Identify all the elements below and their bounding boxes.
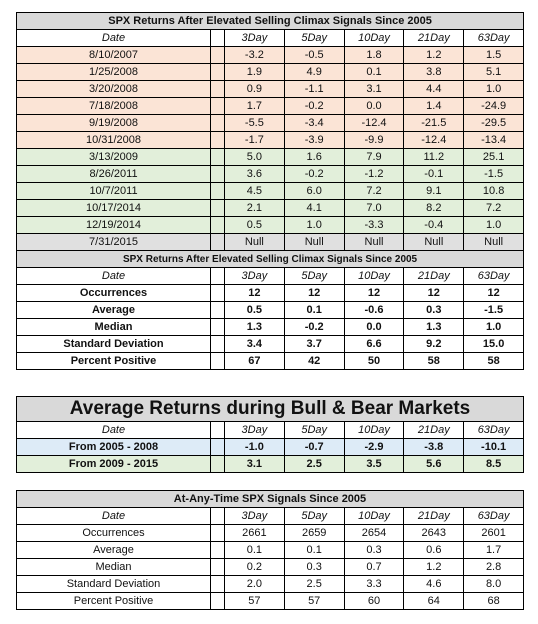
value-cell: 8.5 bbox=[464, 456, 524, 473]
summary-table-title: SPX Returns After Elevated Selling Climax Signals Since 2005 bbox=[17, 251, 524, 268]
value-cell: 9.1 bbox=[404, 183, 464, 200]
header-row bbox=[17, 268, 524, 285]
value-cell: 60 bbox=[344, 593, 404, 610]
value-cell: 3Day bbox=[225, 508, 285, 525]
value-cell: 5Day bbox=[284, 508, 344, 525]
spacer-cell bbox=[211, 268, 225, 285]
value-cell: -3.2 bbox=[225, 47, 285, 64]
value-cell: -21.5 bbox=[404, 115, 464, 132]
spacer-cell bbox=[211, 166, 225, 183]
value-cell: 63Day bbox=[464, 30, 524, 47]
spacer-cell bbox=[211, 81, 225, 98]
table-row bbox=[17, 576, 524, 593]
spacer-cell bbox=[211, 593, 225, 610]
row-label: Occurrences bbox=[17, 285, 211, 302]
value-cell: 21Day bbox=[404, 268, 464, 285]
bull-bear-title: Average Returns during Bull & Bear Markets bbox=[17, 397, 524, 422]
value-cell: 1.6 bbox=[284, 149, 344, 166]
value-cell: -24.9 bbox=[464, 98, 524, 115]
value-cell: 0.7 bbox=[344, 559, 404, 576]
table-row bbox=[17, 234, 524, 251]
summary-table-title-row bbox=[17, 251, 524, 268]
value-cell: 3.7 bbox=[284, 336, 344, 353]
value-cell: 5.1 bbox=[464, 64, 524, 81]
row-label: Average bbox=[17, 302, 211, 319]
value-cell: 1.7 bbox=[464, 542, 524, 559]
value-cell: 0.5 bbox=[225, 217, 285, 234]
row-label: 8/26/2011 bbox=[17, 166, 211, 183]
spacer-cell bbox=[211, 559, 225, 576]
value-cell: 2.8 bbox=[464, 559, 524, 576]
value-cell: 2643 bbox=[404, 525, 464, 542]
value-cell: 2654 bbox=[344, 525, 404, 542]
spacer-cell bbox=[211, 285, 225, 302]
value-cell: 1.9 bbox=[225, 64, 285, 81]
value-cell: 12 bbox=[225, 285, 285, 302]
spacer-cell bbox=[211, 525, 225, 542]
value-cell: 63Day bbox=[464, 422, 524, 439]
value-cell: 0.1 bbox=[344, 64, 404, 81]
value-cell: 2659 bbox=[284, 525, 344, 542]
value-cell: 5Day bbox=[284, 268, 344, 285]
table-row bbox=[17, 593, 524, 610]
signals-table bbox=[16, 12, 524, 370]
value-cell: -1.2 bbox=[344, 166, 404, 183]
value-cell: -0.2 bbox=[284, 166, 344, 183]
value-cell: 12 bbox=[344, 285, 404, 302]
spacer-cell bbox=[211, 132, 225, 149]
spacer-cell bbox=[211, 200, 225, 217]
value-cell: -3.3 bbox=[344, 217, 404, 234]
value-cell: 0.1 bbox=[284, 302, 344, 319]
spacer-cell bbox=[211, 422, 225, 439]
value-cell: 3Day bbox=[225, 422, 285, 439]
value-cell: 9.2 bbox=[404, 336, 464, 353]
row-label: Median bbox=[17, 559, 211, 576]
value-cell: 6.0 bbox=[284, 183, 344, 200]
spacer-cell bbox=[211, 302, 225, 319]
row-label: Median bbox=[17, 319, 211, 336]
value-cell: 12 bbox=[404, 285, 464, 302]
row-label: 10/31/2008 bbox=[17, 132, 211, 149]
value-cell: 4.4 bbox=[404, 81, 464, 98]
spacer-cell bbox=[211, 149, 225, 166]
spacer-cell bbox=[211, 98, 225, 115]
value-cell: 0.0 bbox=[344, 98, 404, 115]
value-cell: 2.5 bbox=[284, 456, 344, 473]
row-label: Percent Positive bbox=[17, 593, 211, 610]
header-row bbox=[17, 508, 524, 525]
value-cell: 2661 bbox=[225, 525, 285, 542]
value-cell: -0.1 bbox=[404, 166, 464, 183]
row-label: From 2009 - 2015 bbox=[17, 456, 211, 473]
value-cell: Null bbox=[225, 234, 285, 251]
table-row bbox=[17, 200, 524, 217]
row-label: 10/17/2014 bbox=[17, 200, 211, 217]
spacer-cell bbox=[211, 183, 225, 200]
value-cell: 25.1 bbox=[464, 149, 524, 166]
value-cell: 7.9 bbox=[344, 149, 404, 166]
row-label: Percent Positive bbox=[17, 353, 211, 370]
value-cell: -5.5 bbox=[225, 115, 285, 132]
value-cell: -0.7 bbox=[284, 439, 344, 456]
value-cell: 68 bbox=[464, 593, 524, 610]
value-cell: -10.1 bbox=[464, 439, 524, 456]
value-cell: 3.6 bbox=[225, 166, 285, 183]
spacer-cell bbox=[211, 64, 225, 81]
value-cell: 57 bbox=[284, 593, 344, 610]
spacer-cell bbox=[211, 30, 225, 47]
value-cell: -0.5 bbox=[284, 47, 344, 64]
value-cell: -29.5 bbox=[464, 115, 524, 132]
value-cell: 0.6 bbox=[404, 542, 464, 559]
row-label: 7/31/2015 bbox=[17, 234, 211, 251]
spacer-cell bbox=[211, 542, 225, 559]
row-label: 9/19/2008 bbox=[17, 115, 211, 132]
value-cell: 3Day bbox=[225, 30, 285, 47]
spacer-cell bbox=[211, 47, 225, 64]
value-cell: 0.2 bbox=[225, 559, 285, 576]
row-label: 10/7/2011 bbox=[17, 183, 211, 200]
value-cell: 0.3 bbox=[284, 559, 344, 576]
value-cell: 4.5 bbox=[225, 183, 285, 200]
value-cell: 1.2 bbox=[404, 559, 464, 576]
row-label: Average bbox=[17, 542, 211, 559]
value-cell: 3.1 bbox=[344, 81, 404, 98]
value-cell: 12 bbox=[464, 285, 524, 302]
spacer-cell bbox=[211, 336, 225, 353]
value-cell: 1.2 bbox=[404, 47, 464, 64]
value-cell: -13.4 bbox=[464, 132, 524, 149]
header-row bbox=[17, 30, 524, 47]
row-label: Date bbox=[17, 268, 211, 285]
value-cell: -3.4 bbox=[284, 115, 344, 132]
value-cell: 7.2 bbox=[464, 200, 524, 217]
row-label: 12/19/2014 bbox=[17, 217, 211, 234]
value-cell: 5.0 bbox=[225, 149, 285, 166]
value-cell: 3.8 bbox=[404, 64, 464, 81]
header-row bbox=[17, 422, 524, 439]
value-cell: 3.5 bbox=[344, 456, 404, 473]
value-cell: 3.4 bbox=[225, 336, 285, 353]
value-cell: 4.9 bbox=[284, 64, 344, 81]
signals-table-title: SPX Returns After Elevated Selling Climax Signals Since 2005 bbox=[17, 13, 524, 30]
value-cell: 1.3 bbox=[225, 319, 285, 336]
value-cell: 21Day bbox=[404, 422, 464, 439]
table-row bbox=[17, 81, 524, 98]
value-cell: 5Day bbox=[284, 30, 344, 47]
spacer-cell bbox=[211, 439, 225, 456]
row-label: 3/20/2008 bbox=[17, 81, 211, 98]
row-label: From 2005 - 2008 bbox=[17, 439, 211, 456]
value-cell: Null bbox=[284, 234, 344, 251]
value-cell: 1.8 bbox=[344, 47, 404, 64]
table-row bbox=[17, 542, 524, 559]
value-cell: -0.2 bbox=[284, 319, 344, 336]
value-cell: -2.9 bbox=[344, 439, 404, 456]
value-cell: 8.2 bbox=[404, 200, 464, 217]
table-row bbox=[17, 115, 524, 132]
value-cell: -12.4 bbox=[404, 132, 464, 149]
value-cell: -1.0 bbox=[225, 439, 285, 456]
value-cell: 3.1 bbox=[225, 456, 285, 473]
spacer-cell bbox=[211, 456, 225, 473]
any-time-title: At-Any-Time SPX Signals Since 2005 bbox=[17, 491, 524, 508]
value-cell: 64 bbox=[404, 593, 464, 610]
value-cell: 0.5 bbox=[225, 302, 285, 319]
table-row bbox=[17, 302, 524, 319]
value-cell: 63Day bbox=[464, 508, 524, 525]
value-cell: 0.1 bbox=[225, 542, 285, 559]
value-cell: -3.8 bbox=[404, 439, 464, 456]
row-label: Standard Deviation bbox=[17, 576, 211, 593]
value-cell: -1.5 bbox=[464, 302, 524, 319]
value-cell: -1.1 bbox=[284, 81, 344, 98]
value-cell: 1.7 bbox=[225, 98, 285, 115]
row-label: 1/25/2008 bbox=[17, 64, 211, 81]
value-cell: 10Day bbox=[344, 30, 404, 47]
spacer-cell bbox=[211, 576, 225, 593]
value-cell: 6.6 bbox=[344, 336, 404, 353]
value-cell: 58 bbox=[464, 353, 524, 370]
row-label: 8/10/2007 bbox=[17, 47, 211, 64]
value-cell: 1.5 bbox=[464, 47, 524, 64]
value-cell: 8.0 bbox=[464, 576, 524, 593]
value-cell: 0.1 bbox=[284, 542, 344, 559]
signals-table-title-row bbox=[17, 13, 524, 30]
bull-bear-title-row bbox=[17, 397, 524, 422]
table-row bbox=[17, 183, 524, 200]
value-cell: 10Day bbox=[344, 268, 404, 285]
row-label: Date bbox=[17, 508, 211, 525]
table-row bbox=[17, 98, 524, 115]
value-cell: Null bbox=[464, 234, 524, 251]
value-cell: 1.0 bbox=[464, 319, 524, 336]
value-cell: 2.5 bbox=[284, 576, 344, 593]
value-cell: 21Day bbox=[404, 30, 464, 47]
row-label: Date bbox=[17, 422, 211, 439]
value-cell: -3.9 bbox=[284, 132, 344, 149]
row-label: Occurrences bbox=[17, 525, 211, 542]
value-cell: 7.2 bbox=[344, 183, 404, 200]
value-cell: 1.3 bbox=[404, 319, 464, 336]
row-label: 7/18/2008 bbox=[17, 98, 211, 115]
value-cell: 2.1 bbox=[225, 200, 285, 217]
table-row bbox=[17, 559, 524, 576]
value-cell: 2.0 bbox=[225, 576, 285, 593]
spacer-cell bbox=[211, 115, 225, 132]
value-cell: 10.8 bbox=[464, 183, 524, 200]
value-cell: 63Day bbox=[464, 268, 524, 285]
value-cell: 0.3 bbox=[344, 542, 404, 559]
spacer-cell bbox=[211, 353, 225, 370]
value-cell: 15.0 bbox=[464, 336, 524, 353]
table-row bbox=[17, 456, 524, 473]
table-row bbox=[17, 166, 524, 183]
value-cell: 0.0 bbox=[344, 319, 404, 336]
value-cell: 10Day bbox=[344, 422, 404, 439]
row-label: Standard Deviation bbox=[17, 336, 211, 353]
value-cell: 1.0 bbox=[464, 81, 524, 98]
bull-bear-table bbox=[16, 396, 524, 473]
value-cell: -1.5 bbox=[464, 166, 524, 183]
value-cell: 21Day bbox=[404, 508, 464, 525]
value-cell: 0.9 bbox=[225, 81, 285, 98]
table-row bbox=[17, 64, 524, 81]
value-cell: 57 bbox=[225, 593, 285, 610]
value-cell: 5Day bbox=[284, 422, 344, 439]
table-row bbox=[17, 149, 524, 166]
value-cell: -1.7 bbox=[225, 132, 285, 149]
value-cell: 12 bbox=[284, 285, 344, 302]
value-cell: 11.2 bbox=[404, 149, 464, 166]
value-cell: 4.1 bbox=[284, 200, 344, 217]
table-row bbox=[17, 217, 524, 234]
value-cell: -12.4 bbox=[344, 115, 404, 132]
spacer-cell bbox=[211, 234, 225, 251]
value-cell: 58 bbox=[404, 353, 464, 370]
row-label: 3/13/2009 bbox=[17, 149, 211, 166]
row-label: Date bbox=[17, 30, 211, 47]
spacer-cell bbox=[211, 319, 225, 336]
value-cell: 1.0 bbox=[464, 217, 524, 234]
value-cell: -9.9 bbox=[344, 132, 404, 149]
table-row bbox=[17, 336, 524, 353]
value-cell: -0.6 bbox=[344, 302, 404, 319]
value-cell: Null bbox=[344, 234, 404, 251]
value-cell: 0.3 bbox=[404, 302, 464, 319]
any-time-title-row bbox=[17, 491, 524, 508]
value-cell: 10Day bbox=[344, 508, 404, 525]
value-cell: -0.4 bbox=[404, 217, 464, 234]
value-cell: 4.6 bbox=[404, 576, 464, 593]
table-row bbox=[17, 439, 524, 456]
value-cell: 3.3 bbox=[344, 576, 404, 593]
value-cell: 67 bbox=[225, 353, 285, 370]
value-cell: Null bbox=[404, 234, 464, 251]
table-row bbox=[17, 525, 524, 542]
table-row bbox=[17, 353, 524, 370]
value-cell: 3Day bbox=[225, 268, 285, 285]
table-row bbox=[17, 132, 524, 149]
table-row bbox=[17, 47, 524, 64]
value-cell: 1.0 bbox=[284, 217, 344, 234]
value-cell: 7.0 bbox=[344, 200, 404, 217]
value-cell: 2601 bbox=[464, 525, 524, 542]
spacer-cell bbox=[211, 217, 225, 234]
value-cell: 1.4 bbox=[404, 98, 464, 115]
table-row bbox=[17, 319, 524, 336]
value-cell: 42 bbox=[284, 353, 344, 370]
spacer-cell bbox=[211, 508, 225, 525]
value-cell: -0.2 bbox=[284, 98, 344, 115]
value-cell: 5.6 bbox=[404, 456, 464, 473]
value-cell: 50 bbox=[344, 353, 404, 370]
any-time-table bbox=[16, 490, 524, 610]
table-row bbox=[17, 285, 524, 302]
